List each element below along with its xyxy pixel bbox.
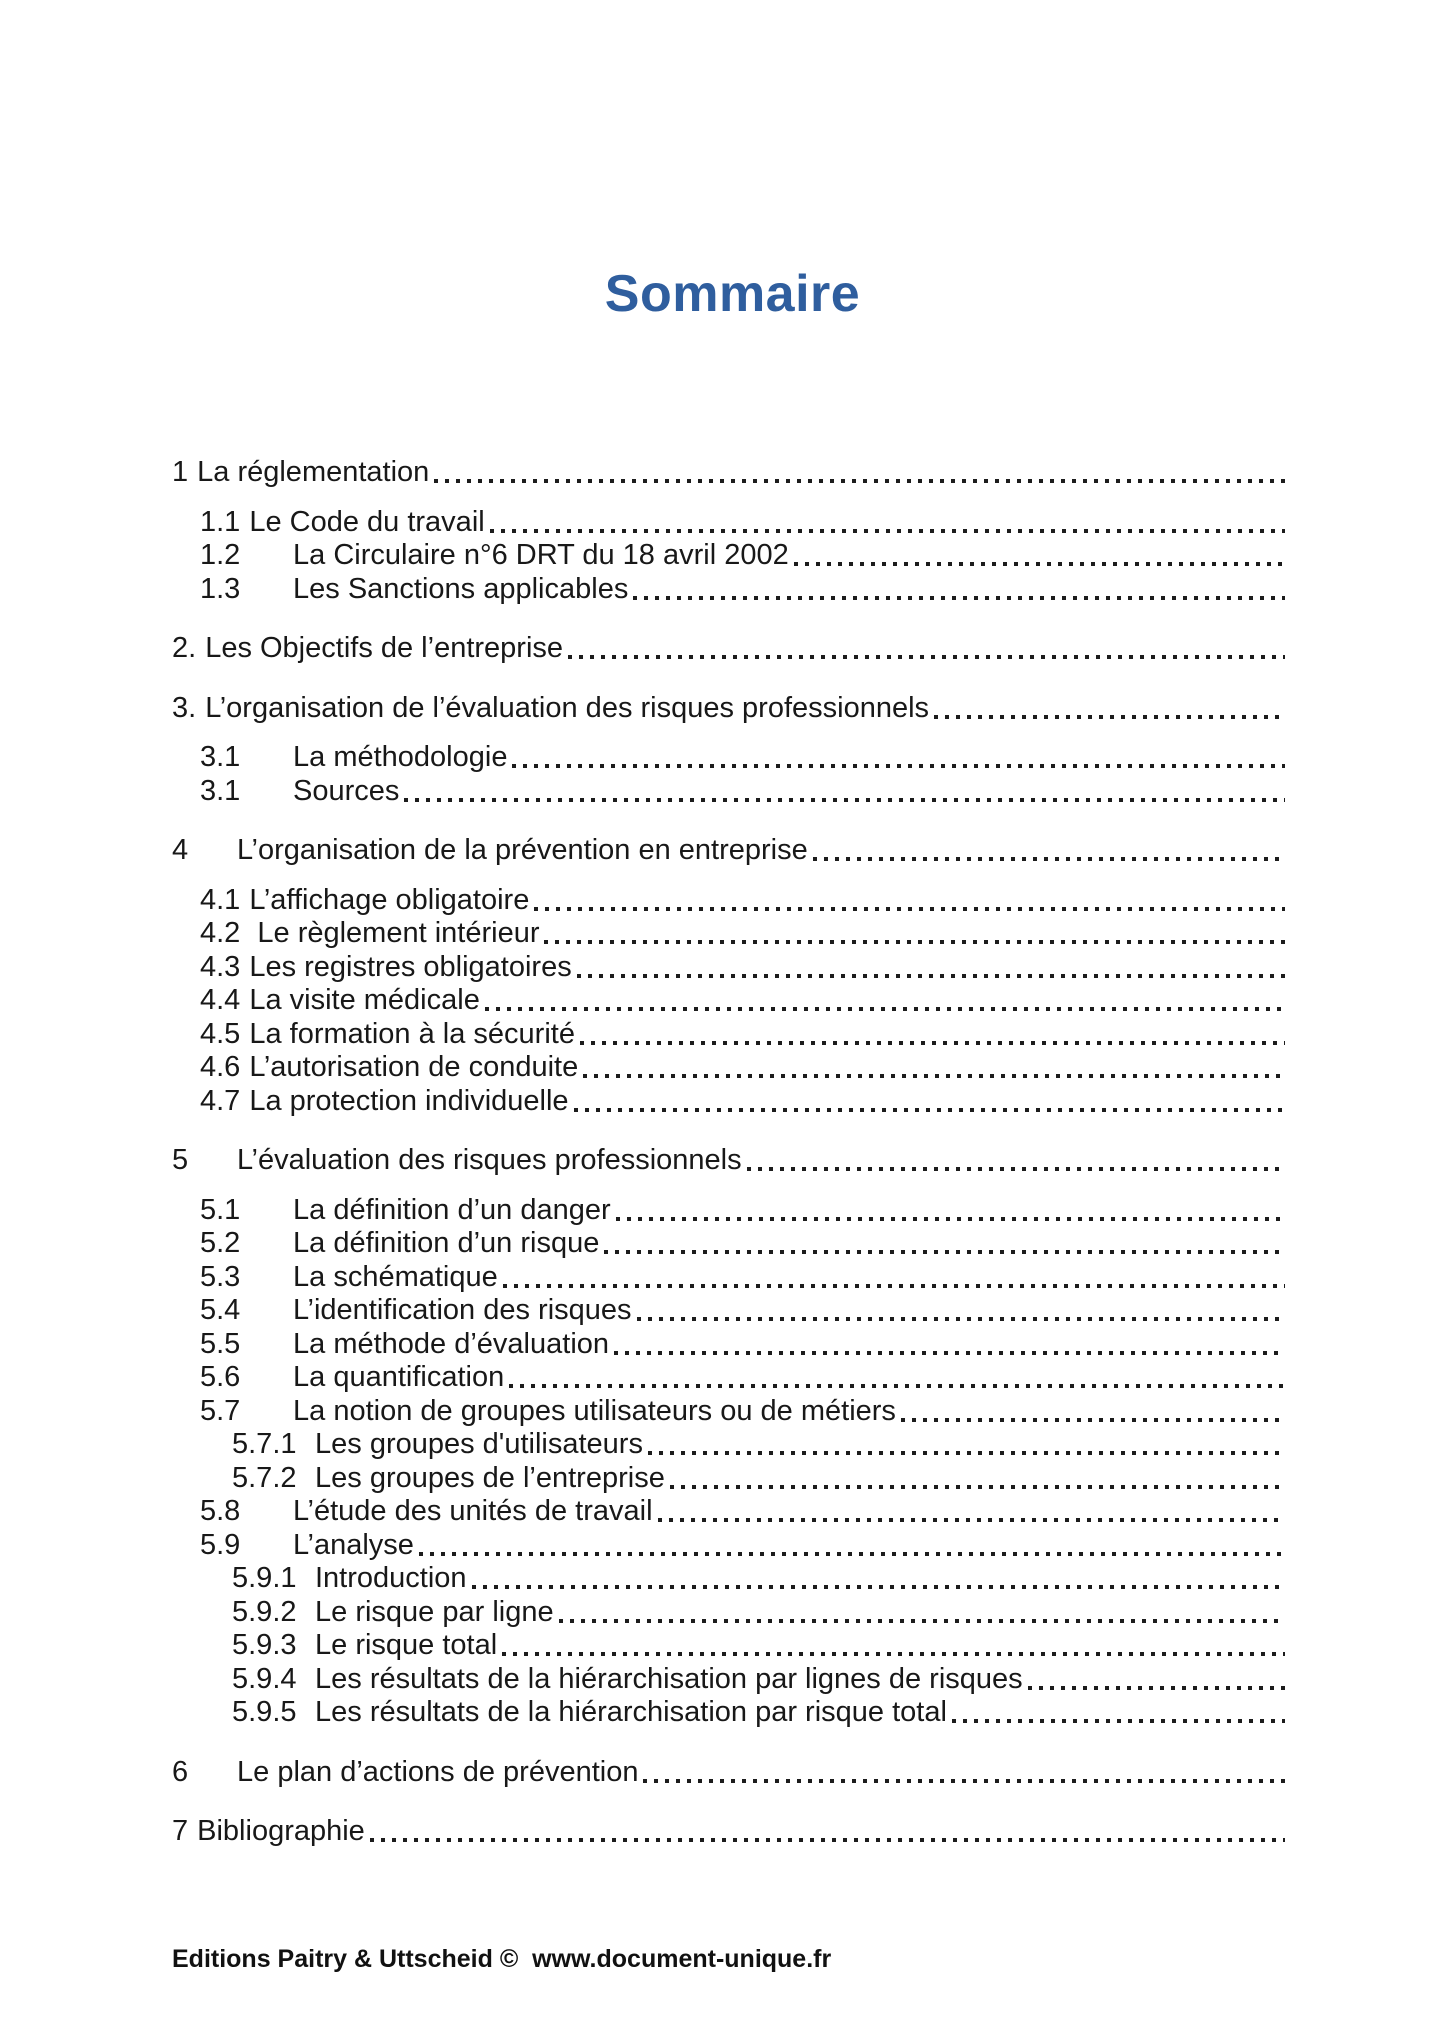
toc-entry-label: Le Code du travail: [249, 505, 485, 538]
toc-entry: [0, 506, 1285, 540]
dot-leader: [472, 1585, 1285, 1589]
toc-entry: [0, 1051, 1285, 1085]
toc-entry-number: 5.3: [200, 1260, 241, 1293]
toc-entry-number: 5.2: [200, 1227, 241, 1259]
toc-entry-label: La définition d’un risque: [293, 1227, 600, 1259]
dot-leader: [580, 1041, 1285, 1045]
toc-entry: [0, 1663, 1285, 1697]
toc-heading: [0, 692, 1285, 726]
dot-leader: [404, 798, 1285, 802]
toc-entry: [0, 1227, 1285, 1261]
dot-leader: [485, 1007, 1285, 1011]
table-of-contents: [0, 456, 1445, 1875]
toc-entry-number: 3.: [172, 691, 197, 724]
toc-entry-number: 4.1: [200, 883, 241, 916]
dot-leader: [747, 1167, 1285, 1171]
toc-entry-number: 5.5: [200, 1327, 241, 1360]
toc-entry-label: La méthodologie: [293, 741, 508, 773]
toc-entry: [0, 884, 1285, 918]
toc-entry-label: Les groupes de l’entreprise: [315, 1461, 665, 1494]
dot-leader: [952, 1719, 1285, 1723]
dot-leader: [934, 715, 1285, 719]
toc-entry: [0, 1495, 1285, 1529]
toc-entry-number: 4.5: [200, 1017, 241, 1050]
dot-leader: [419, 1552, 1285, 1556]
toc-entry-label: La méthode d’évaluation: [293, 1327, 610, 1360]
toc-entry-label: Les résultats de la hiérarchisation par lignes de risques: [315, 1662, 1023, 1695]
toc-entry-label: L’organisation de l’évaluation des risques professionnels: [205, 691, 930, 724]
toc-heading: [0, 456, 1285, 490]
footer-text: Editions Paitry & Uttscheid © www.document-unique.fr: [172, 1945, 832, 1973]
toc-entry-number: 4: [172, 834, 189, 866]
toc-entry-label: La quantification: [293, 1361, 505, 1393]
toc-entry: [0, 1629, 1285, 1663]
toc-entry-label: La notion de groupes utilisateurs ou de métiers: [293, 1394, 896, 1427]
toc-entry-number: 5.9: [200, 1528, 241, 1561]
dot-leader: [434, 479, 1285, 483]
toc-entry-label: Les Objectifs de l’entreprise: [205, 632, 564, 664]
toc-entry-number: 5.9.5: [232, 1696, 297, 1728]
toc-entry: [0, 1261, 1285, 1295]
toc-heading: [0, 1815, 1285, 1849]
toc-entry-number: 5.4: [200, 1294, 241, 1326]
toc-entry-label: Le risque total: [315, 1629, 498, 1661]
toc-entry-number: 2.: [172, 632, 197, 664]
toc-entry-number: 5.9.3: [232, 1629, 297, 1661]
dot-leader: [509, 1384, 1285, 1388]
toc-entry-number: 4.2: [200, 917, 241, 949]
toc-entry-label: L’étude des unités de travail: [293, 1495, 653, 1527]
toc-entry-label: L’évaluation des risques professionnels: [237, 1144, 742, 1176]
toc-entry-number: 4.4: [200, 984, 241, 1016]
dot-leader: [544, 940, 1285, 944]
toc-entry: [0, 1194, 1285, 1228]
toc-entry-number: 5.9.4: [232, 1662, 297, 1695]
toc-entry-label: La protection individuelle: [249, 1084, 569, 1117]
toc-heading: [0, 632, 1285, 666]
dot-leader: [490, 529, 1285, 533]
toc-entry: [0, 775, 1285, 809]
toc-group: [0, 456, 1445, 606]
dot-leader: [370, 1838, 1285, 1842]
toc-entry: [0, 1529, 1285, 1563]
dot-leader: [574, 1108, 1285, 1112]
toc-entry-label: La Circulaire n°6 DRT du 18 avril 2002: [293, 539, 789, 571]
toc-entry-label: L’autorisation de conduite: [249, 1051, 579, 1083]
toc-entry: [0, 1328, 1285, 1362]
dot-leader: [568, 655, 1285, 659]
dot-leader: [559, 1619, 1285, 1623]
dot-leader: [512, 764, 1285, 768]
toc-entry-label: La schématique: [293, 1260, 498, 1293]
toc-entry-number: 7: [172, 1815, 189, 1847]
toc-group: [0, 692, 1445, 809]
toc-entry-label: Les Sanctions applicables: [293, 572, 629, 605]
dot-leader: [502, 1652, 1285, 1656]
toc-entry-label: La réglementation: [197, 456, 430, 488]
dot-leader: [648, 1451, 1285, 1455]
dot-leader: [637, 1317, 1285, 1321]
toc-entry: [0, 951, 1285, 985]
dot-leader: [604, 1250, 1285, 1254]
toc-group: [0, 632, 1445, 666]
toc-entry-number: 5: [172, 1144, 189, 1176]
toc-entry-label: Sources: [293, 774, 400, 807]
toc-heading: [0, 1144, 1285, 1178]
toc-entry-number: 1.3: [200, 572, 241, 605]
toc-entry-number: 6: [172, 1755, 189, 1788]
toc-entry: [0, 1085, 1285, 1119]
toc-entry: [0, 917, 1285, 951]
toc-entry-number: 5.1: [200, 1193, 241, 1226]
toc-entry: [0, 573, 1285, 607]
toc-entry-label: Introduction: [315, 1562, 467, 1594]
toc-entry-number: 1.1: [200, 505, 241, 538]
toc-entry: [0, 539, 1285, 573]
dot-leader: [901, 1418, 1285, 1422]
toc-group: [0, 1815, 1445, 1849]
toc-entry-label: L’analyse: [293, 1528, 414, 1561]
toc-entry-number: 5.6: [200, 1361, 241, 1393]
toc-entry-label: La visite médicale: [249, 984, 480, 1016]
dot-leader: [670, 1485, 1285, 1489]
toc-heading: [0, 1756, 1285, 1790]
toc-entry-label: L’affichage obligatoire: [249, 883, 530, 916]
dot-leader: [794, 562, 1285, 566]
toc-entry-label: L’identification des risques: [293, 1294, 632, 1326]
dot-leader: [643, 1779, 1285, 1783]
toc-group: [0, 1144, 1445, 1730]
toc-entry-number: 5.7.1: [232, 1428, 297, 1460]
toc-entry-label: Le plan d’actions de prévention: [237, 1755, 639, 1788]
toc-entry-number: 4.7: [200, 1084, 241, 1117]
toc-entry-number: 5.9.2: [232, 1595, 297, 1628]
toc-entry-number: 4.3: [200, 950, 241, 983]
toc-entry-number: 5.7: [200, 1394, 241, 1427]
toc-entry-number: 3.1: [200, 741, 241, 773]
dot-leader: [503, 1284, 1285, 1288]
toc-entry: [0, 1596, 1285, 1630]
toc-entry-label: La définition d’un danger: [293, 1193, 611, 1226]
toc-entry-number: 5.7.2: [232, 1461, 297, 1494]
dot-leader: [813, 857, 1285, 861]
toc-entry-label: Bibliographie: [197, 1815, 365, 1847]
toc-entry-number: 4.6: [200, 1051, 241, 1083]
toc-group: [0, 834, 1445, 1118]
toc-entry-label: L’organisation de la prévention en entreprise: [237, 834, 808, 866]
dot-leader: [633, 596, 1285, 600]
dot-leader: [577, 974, 1285, 978]
toc-entry-label: La formation à la sécurité: [249, 1017, 575, 1050]
toc-entry-label: Les résultats de la hiérarchisation par risque total: [315, 1696, 947, 1728]
toc-entry-label: Les registres obligatoires: [249, 950, 572, 983]
dot-leader: [658, 1518, 1285, 1522]
toc-entry: [0, 741, 1285, 775]
toc-entry-number: 1: [172, 456, 189, 488]
toc-entry-number: 1.2: [200, 539, 241, 571]
toc-entry: [0, 1294, 1285, 1328]
toc-entry-label: Le règlement intérieur: [249, 917, 540, 949]
toc-entry: [0, 984, 1285, 1018]
toc-entry: [0, 1696, 1285, 1730]
toc-entry: [0, 1562, 1285, 1596]
dot-leader: [614, 1351, 1285, 1355]
toc-entry-number: 3.1: [200, 774, 241, 807]
dot-leader: [616, 1217, 1285, 1221]
dot-leader: [583, 1074, 1285, 1078]
toc-entry: [0, 1018, 1285, 1052]
toc-entry: [0, 1462, 1285, 1496]
toc-entry: [0, 1361, 1285, 1395]
page-title: Sommaire: [604, 265, 861, 323]
toc-group: [0, 1756, 1445, 1790]
toc-heading: [0, 834, 1285, 868]
dot-leader: [534, 907, 1285, 911]
toc-entry-label: Les groupes d'utilisateurs: [315, 1428, 643, 1460]
toc-entry-label: Le risque par ligne: [315, 1595, 554, 1628]
toc-entry-number: 5.9.1: [232, 1562, 297, 1594]
toc-entry-number: 5.8: [200, 1495, 241, 1527]
toc-entry: [0, 1395, 1285, 1429]
dot-leader: [1028, 1686, 1285, 1690]
toc-entry: [0, 1428, 1285, 1462]
